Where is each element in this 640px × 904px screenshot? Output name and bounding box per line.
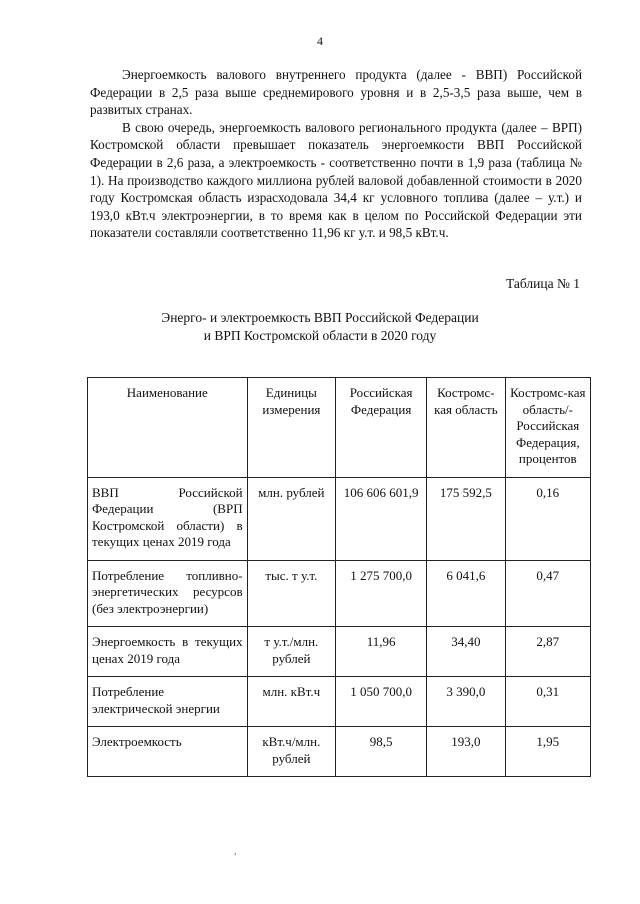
paragraph: В свою очередь, энергоемкость валового регионального продукта (далее – ВРП) Костромской области превышает показатель энергоемкости ВВП Российской Федерации в 2,6 раза, а электроемкость - соответственно почти в 1,9 раза (таблица № 1). На производство каждого миллиона рублей валовой добавленной стоимости в 2020 году Костромская область израсходовала 34,4 кг условного топлива (далее – у.т.) и 193,0 кВт.ч электроэнергии, в то время как в целом по Российской Федерации эти показатели составляли соответственно 11,96 кг у.т. и 98,5 кВт.ч. — [90, 119, 582, 241]
table-row — [88, 477, 591, 560]
cell-russian-federation: 1 050 700,0 — [336, 677, 427, 727]
paragraph: Энергоемкость валового внутреннего продукта (далее - ВВП) Российской Федерации в 2,5 раза выше среднемирового уровня и в 2,5-3,5 раза выше, чем в развитых странах. — [90, 67, 582, 118]
header-unit: Единицы измерения — [247, 378, 336, 478]
cell-russian-federation: 106 606 601,9 — [336, 477, 427, 560]
cell-percent: 0,47 — [505, 560, 590, 627]
table-row — [88, 677, 591, 727]
cell-name: Потребление электрической энергии — [88, 677, 248, 727]
cell-russian-federation: 1 275 700,0 — [336, 560, 427, 627]
cell-name: Потребление топливно-энергетических ресурсов (без электроэнергии) — [88, 560, 248, 627]
header-kostroma-region: Костромс-кая область — [427, 378, 506, 478]
cell-name: Энергоемкость в текущих ценах 2019 года — [88, 627, 248, 677]
cell-percent: 0,31 — [505, 677, 590, 727]
table-title-line: и ВРП Костромской области в 2020 году — [203, 328, 437, 343]
table-title — [0, 309, 640, 345]
cell-kostroma-region: 175 592,5 — [427, 477, 506, 560]
cell-percent: 1,95 — [505, 727, 590, 777]
scan-artifact-mark: , — [234, 846, 237, 857]
cell-kostroma-region: 3 390,0 — [427, 677, 506, 727]
header-russian-federation: Российская Федерация — [336, 378, 427, 478]
cell-unit: т у.т./млн. рублей — [247, 627, 336, 677]
table-header-row — [88, 378, 591, 478]
cell-name: ВВП Российской Федерации (ВРП Костромской области) в текущих ценах 2019 года — [88, 477, 248, 560]
body-text — [90, 66, 582, 242]
cell-russian-federation: 98,5 — [336, 727, 427, 777]
header-name: Наименование — [88, 378, 248, 478]
cell-unit: тыс. т у.т. — [247, 560, 336, 627]
cell-kostroma-region: 34,40 — [427, 627, 506, 677]
table-row — [88, 727, 591, 777]
data-table — [87, 377, 591, 777]
header-percent: Костромс-кая область/-Российская Федерация, процентов — [505, 378, 590, 478]
cell-unit: млн. кВт.ч — [247, 677, 336, 727]
table-row — [88, 627, 591, 677]
cell-name: Электроемкость — [88, 727, 248, 777]
cell-kostroma-region: 6 041,6 — [427, 560, 506, 627]
table-row — [88, 560, 591, 627]
table-title-line: Энерго- и электроемкость ВВП Российской Федерации — [161, 310, 479, 325]
cell-unit: кВт.ч/млн. рублей — [247, 727, 336, 777]
cell-russian-federation: 11,96 — [336, 627, 427, 677]
page-number: 4 — [317, 34, 323, 48]
cell-kostroma-region: 193,0 — [427, 727, 506, 777]
cell-unit: млн. рублей — [247, 477, 336, 560]
cell-percent: 2,87 — [505, 627, 590, 677]
cell-percent: 0,16 — [505, 477, 590, 560]
table-label: Таблица № 1 — [506, 276, 580, 291]
